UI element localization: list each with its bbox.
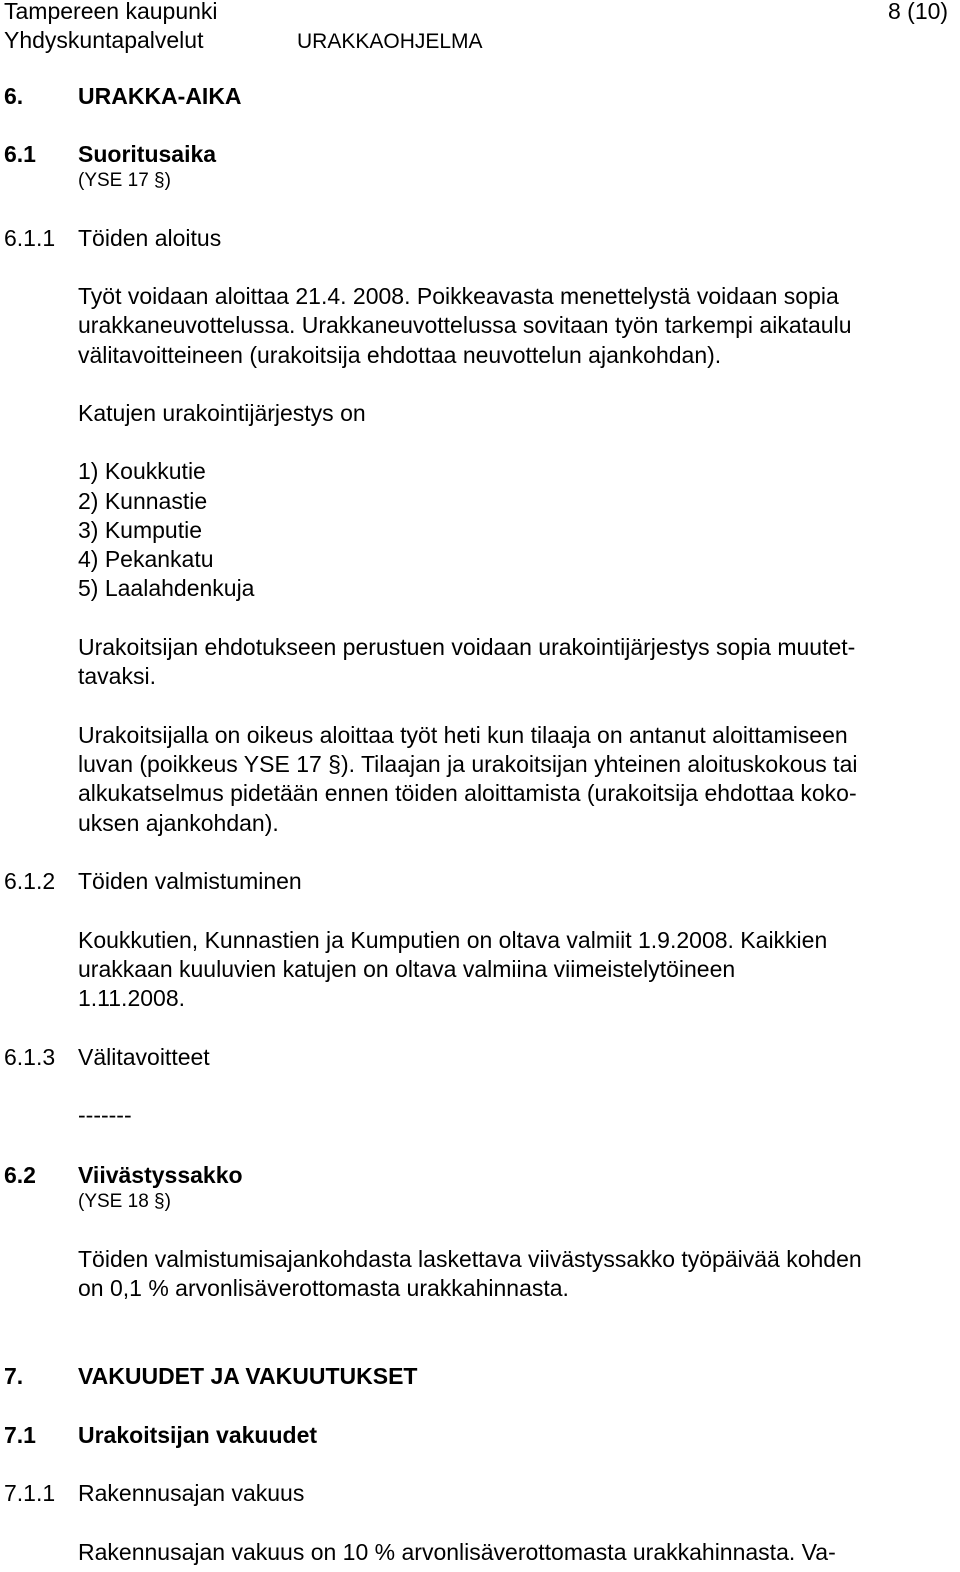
order-list-item: 2) Kunnastie (78, 488, 208, 514)
section-7-1-1-number: 7.1.1 (4, 1480, 56, 1506)
order-list-item: 1) Koukkutie (78, 458, 206, 484)
order-list-item: 3) Kumputie (78, 517, 203, 543)
section-7-heading: VAKUUDET JA VAKUUTUKSET (78, 1363, 418, 1389)
section-6-1-2-number: 6.1.2 (4, 868, 56, 894)
paragraph-line: Urakoitsijalla on oikeus aloittaa työt heti kun tilaaja on antanut aloittamiseen (78, 722, 848, 748)
paragraph-line: tavaksi. (78, 663, 156, 689)
section-6-1-reference: (YSE 17 §) (78, 170, 171, 191)
placeholder-dashes: ------- (78, 1102, 132, 1128)
section-6-1-3-number: 6.1.3 (4, 1044, 56, 1070)
paragraph-line: Töiden valmistumisajankohdasta laskettava viivästyssakko työpäivää kohden (78, 1246, 862, 1272)
section-6-heading: URAKKA-AIKA (78, 83, 242, 109)
section-7-1-number: 7.1 (4, 1422, 36, 1448)
paragraph-line: Rakennusajan vakuus on 10 % arvonlisäverottomasta urakkahinnasta. Va- (78, 1539, 836, 1565)
order-list-item: 5) Laalahdenkuja (78, 575, 255, 601)
section-6-1-3-heading: Välitavoitteet (78, 1044, 210, 1070)
page-number: 8 (10) (888, 0, 949, 24)
paragraph-line: 1.11.2008. (78, 985, 186, 1011)
section-6-2-reference: (YSE 18 §) (78, 1191, 171, 1212)
paragraph-line: välitavoitteineen (urakoitsija ehdottaa neuvottelun ajankohdan). (78, 342, 722, 368)
section-6-2-heading: Viivästyssakko (78, 1162, 243, 1188)
paragraph-line: Työt voidaan aloittaa 21.4. 2008. Poikkeavasta menettelystä voidaan sopia (78, 283, 839, 309)
document-title: URAKKAOHJELMA (297, 30, 483, 53)
section-7-1-1-heading: Rakennusajan vakuus (78, 1480, 305, 1506)
paragraph-line: on 0,1 % arvonlisäverottomasta urakkahinnasta. (78, 1275, 569, 1301)
paragraph-line: luvan (poikkeus YSE 17 §). Tilaajan ja urakoitsijan yhteinen aloituskokous tai (78, 751, 858, 777)
section-6-1-2-heading: Töiden valmistuminen (78, 868, 302, 894)
section-6-1-number: 6.1 (4, 141, 36, 167)
header-department: Yhdyskuntapalvelut (4, 27, 204, 53)
header-organization: Tampereen kaupunki (4, 0, 218, 24)
section-6-number: 6. (4, 83, 24, 109)
section-7-1-heading: Urakoitsijan vakuudet (78, 1422, 318, 1448)
section-6-2-number: 6.2 (4, 1162, 36, 1188)
paragraph-line: uksen ajankohdan). (78, 810, 279, 836)
paragraph-line: Urakoitsijan ehdotukseen perustuen voidaan urakointijärjestys sopia muutet- (78, 634, 856, 660)
section-6-1-1-number: 6.1.1 (4, 225, 56, 251)
order-list-item: 4) Pekankatu (78, 546, 214, 572)
section-6-1-1-heading: Töiden aloitus (78, 225, 222, 251)
paragraph-line: urakkaneuvottelussa. Urakkaneuvottelussa sovitaan työn tarkempi aikataulu (78, 312, 852, 338)
paragraph-line: Koukkutien, Kunnastien ja Kumputien on oltava valmiit 1.9.2008. Kaikkien (78, 927, 828, 953)
paragraph-line: urakkaan kuuluvien katujen on oltava valmiina viimeistelytöineen (78, 956, 736, 982)
section-7-number: 7. (4, 1363, 24, 1389)
order-intro: Katujen urakointijärjestys on (78, 400, 366, 426)
section-6-1-heading: Suoritusaika (78, 141, 217, 167)
paragraph-line: alkukatselmus pidetään ennen töiden aloittamista (urakoitsija ehdottaa koko- (78, 780, 857, 806)
